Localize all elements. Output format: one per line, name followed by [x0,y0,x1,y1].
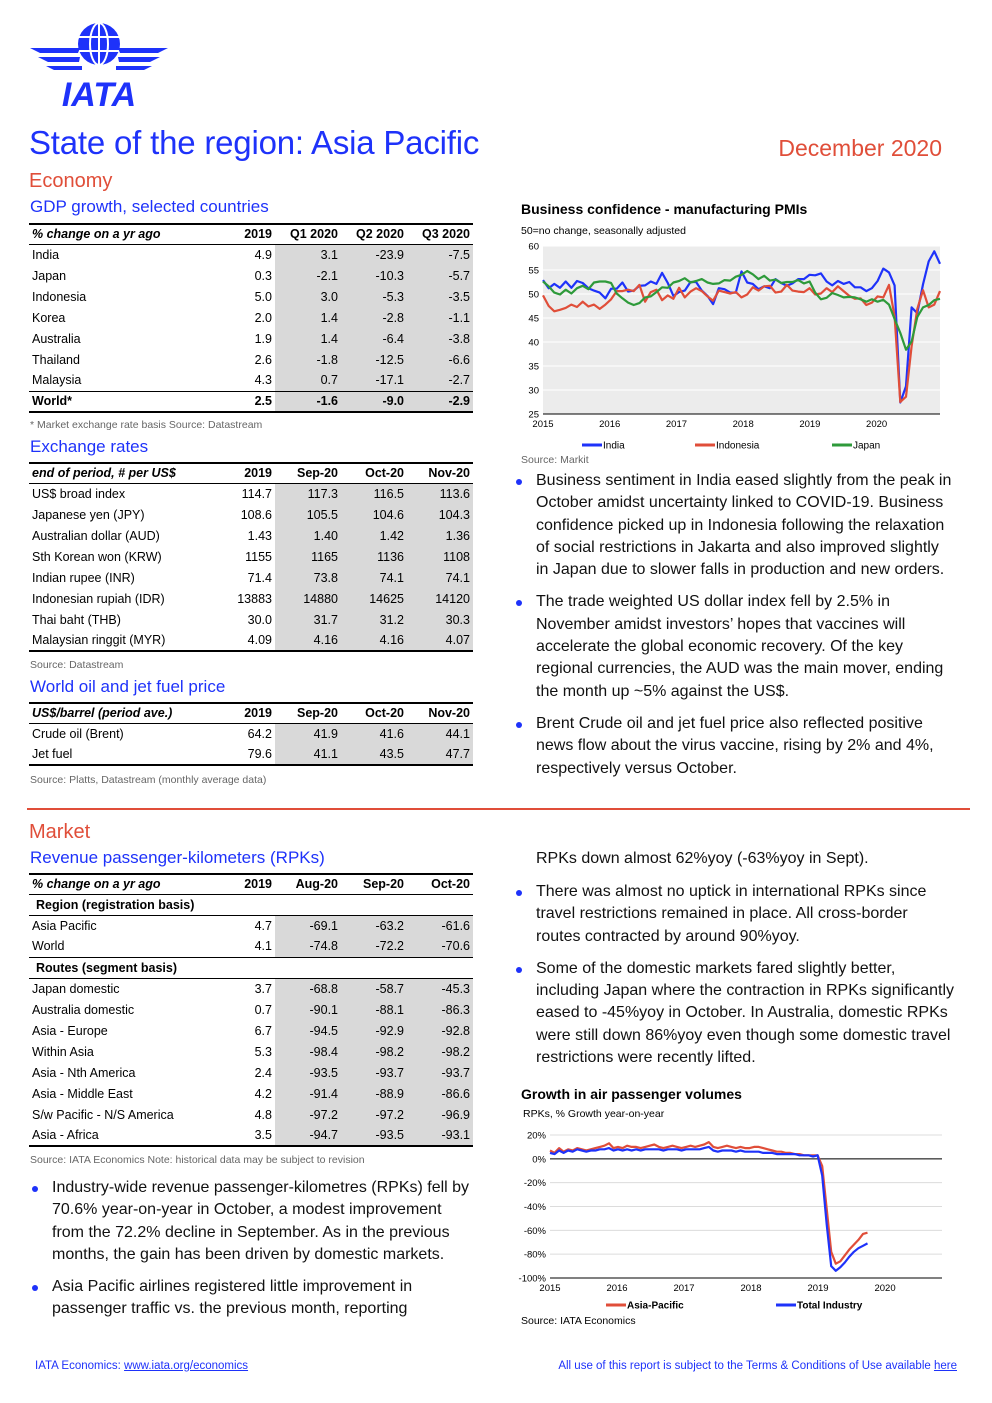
cell-value: 108.6 [240,507,272,522]
row-label: World [32,939,65,954]
table-row [29,244,473,265]
bullet-dot-icon [516,967,522,973]
bullet-dot-icon [516,600,522,606]
table-row [29,915,473,936]
footer-left [35,1360,248,1372]
row-label: US$ broad index [32,486,126,501]
cell-value: -94.5 [275,1020,341,1041]
row-label: Australia [32,331,81,346]
cell-value: 41.1 [275,744,341,765]
cell-value: 4.8 [254,1107,272,1122]
growth-chart [500,1124,960,1314]
row-label: Asia Pacific [32,918,97,933]
row-label: Thailand [32,352,80,367]
y-tick-label: -60% [523,1225,546,1237]
x-tick-label: 2017 [673,1283,695,1294]
cell-value: 41.6 [341,723,407,744]
row-label: Sth Korean won (KRW) [32,549,162,564]
fx-title: Exchange rates [30,437,149,456]
y-tick-label: 45 [528,313,539,325]
column-header: 2019 [234,463,275,483]
table-row [29,723,473,744]
y-tick-label: 40 [528,337,539,349]
row-label: Indonesia [32,289,87,304]
legend-label: Japan [853,440,881,452]
cell-value: -93.5 [275,1062,341,1083]
cell-value: 2.0 [254,310,272,325]
y-tick-label: 30 [528,385,539,397]
economy-bullets [514,470,954,790]
cell-value: -70.6 [407,936,473,957]
cell-value: 1.9 [254,331,272,346]
cell-value: 1.36 [407,525,473,546]
cell-value: -3.5 [407,286,473,307]
row-label: Indonesian rupiah (IDR) [32,591,165,606]
cell-value: 3.7 [254,981,272,996]
cell-value: -2.7 [407,370,473,391]
cell-value: -96.9 [407,1104,473,1125]
cell-value: 4.16 [275,630,341,651]
row-label: Malaysian ringgit (MYR) [29,630,234,651]
column-header: Aug-20 [275,874,341,894]
terms-link[interactable]: here [933,1360,957,1372]
cell-value: -5.3 [341,286,407,307]
column-header: Sep-20 [275,463,341,483]
cell-value: 64.2 [247,726,272,741]
cell-value: 117.3 [275,483,341,504]
iata-logo [28,18,170,110]
row-label: Asia - Middle East [32,1086,133,1101]
economy-heading: Economy [29,170,113,192]
section-row [29,894,473,915]
cell-value: -3.8 [407,328,473,349]
cell-value: -74.8 [275,936,341,957]
cell-value: 4.07 [407,630,473,651]
bullet-dot-icon [32,1186,38,1192]
cell-value: 71.4 [247,570,272,585]
column-header: Oct-20 [341,703,407,723]
gdp-note: * Market exchange rate basis Source: Datastream [30,419,263,431]
report-date: December 2020 [778,135,942,161]
cell-value: 1.4 [275,328,341,349]
cell-value: 1165 [275,546,341,567]
gdp-header-row [29,224,473,244]
y-tick-label: 25 [528,409,539,421]
cell-value: 4.16 [341,630,407,651]
market-left-bullets [30,1177,474,1331]
table-row [29,1104,473,1125]
y-tick-label: 0% [532,1154,546,1166]
y-tick-label: 60 [528,241,539,253]
bullet-item [514,881,954,948]
cell-value: 2.4 [254,1065,272,1080]
cell-value: 4.2 [254,1086,272,1101]
bullet-continuation: RPKs down almost 62%yoy (-63%yoy in Sept). [536,850,869,867]
cell-value: 41.9 [275,723,341,744]
cell-value: 14625 [341,588,407,609]
column-header: Sep-20 [341,874,407,894]
table-row [29,391,473,412]
x-tick-label: 2019 [807,1283,829,1294]
row-label: Thai baht (THB) [32,612,121,627]
row-label: Japanese yen (JPY) [32,507,145,522]
cell-value: 113.6 [407,483,473,504]
legend-label: Indonesia [716,440,760,452]
cell-value: -2.8 [341,307,407,328]
cell-value: 114.7 [241,486,272,501]
table-row [29,999,473,1020]
cell-value: -7.5 [407,244,473,265]
rpk-note: Source: IATA Economics Note: historical data may be subject to revision [30,1154,365,1166]
bullet-dot-icon [516,722,522,728]
pmi-chart-subtitle: 50=no change, seasonally adjusted [521,225,686,237]
cell-value: 30.3 [407,609,473,630]
market-right-bullets [514,881,954,1079]
bullet-item [30,1177,474,1266]
fx-table [29,462,473,652]
cell-value: 116.5 [341,483,407,504]
bullet-item [514,470,954,581]
cell-value: -93.1 [407,1125,473,1146]
cell-value: -94.7 [275,1125,341,1146]
cell-value: 0.7 [275,370,341,391]
cell-value: 0.7 [254,1002,272,1017]
row-label: Australia domestic [32,1002,135,1017]
rpk-table [29,873,473,1147]
cell-value: -45.3 [407,978,473,999]
cell-value: -2.9 [407,391,473,412]
cell-value: -69.1 [275,915,341,936]
cell-value: 13883 [237,591,272,606]
table-row [29,307,473,328]
x-tick-label: 2015 [532,419,554,430]
cell-value: 14120 [407,588,473,609]
logo-wordmark: IATA [61,76,137,110]
column-header: Nov-20 [407,463,473,483]
y-tick-label: 35 [528,361,539,373]
rpk-header-row [29,874,473,894]
section-divider [27,808,970,810]
table-row [29,1020,473,1041]
cell-value: -6.6 [407,349,473,370]
bullet-dot-icon [516,479,522,485]
bullet-dot-icon [516,890,522,896]
cell-value: 74.1 [341,567,407,588]
table-row [29,546,473,567]
cell-value: -98.4 [275,1041,341,1062]
cell-value: -92.8 [407,1020,473,1041]
cell-value: -90.1 [275,999,341,1020]
cell-value: 43.5 [341,744,407,765]
cell-value: 5.3 [254,1044,272,1059]
cell-value: 5.0 [254,289,272,304]
bullet-text: Industry-wide revenue passenger-kilometres (RPKs) fell by 70.6% year-on-year in October, a modest improvement from the 72.2% decline in September. As in the previous months, the gain has been driven by domestic markets. [52,1179,470,1263]
cell-value: -88.1 [341,999,407,1020]
table-row [29,328,473,349]
cell-value: 44.1 [407,723,473,744]
pmi-chart [500,236,960,454]
cell-value: -10.3 [341,265,407,286]
cell-value: 79.6 [235,744,275,765]
table-row [29,1041,473,1062]
bullet-text: Brent Crude oil and jet fuel price also reflected positive news flow about the virus vaccine, rising by 2% and 4%, respectively versus October. [536,714,934,777]
row-label: Crude oil (Brent) [32,726,124,741]
cell-value: -5.7 [407,265,473,286]
table-row [29,609,473,630]
column-header: Q3 2020 [407,224,473,244]
cell-value: -98.2 [407,1041,473,1062]
column-header: Sep-20 [275,703,341,723]
row-label: Asia - Africa [29,1125,235,1146]
x-tick-label: 2020 [866,419,888,430]
cell-value: 6.7 [254,1023,272,1038]
bullet-item [30,1276,474,1321]
cell-value: -92.9 [341,1020,407,1041]
cell-value: 14880 [275,588,341,609]
cell-value: 104.6 [341,504,407,525]
cell-value: 1.43 [247,528,272,543]
table-row [29,1125,473,1146]
legend-label: India [603,440,625,452]
column-header: % change on a yr ago [29,874,235,894]
cell-value: -68.8 [275,978,341,999]
cell-value: -72.2 [341,936,407,957]
x-tick-label: 2016 [606,1283,628,1294]
section-label: Routes (segment basis) [29,957,473,978]
section-label: Region (registration basis) [29,894,473,915]
row-label: World* [29,391,235,412]
cell-value: 30.0 [247,612,272,627]
bullet-text: Asia Pacific airlines registered little improvement in passenger traffic vs. the previous month, reporting [52,1278,413,1318]
cell-value: -1.8 [275,349,341,370]
oil-table [29,702,473,766]
growth-chart-subtitle: RPKs, % Growth year-on-year [523,1108,665,1120]
x-tick-label: 2015 [539,1283,561,1294]
legend-label: Total Industry [797,1300,863,1312]
cell-value: -91.4 [275,1083,341,1104]
row-label: Australian dollar (AUD) [32,528,160,543]
rpk-title: Revenue passenger-kilometers (RPKs) [30,848,325,867]
column-header: 2019 [235,224,275,244]
column-header: Oct-20 [341,463,407,483]
economics-link[interactable]: www.iata.org/economics [124,1360,249,1372]
cell-value: -1.6 [275,391,341,412]
cell-value: -93.5 [341,1125,407,1146]
bullet-text: There was almost no uptick in international RPKs since travel restrictions remained in place. All cross-border routes contracted by around 90%yoy. [536,883,927,945]
cell-value: -6.4 [341,328,407,349]
cell-value: 4.7 [254,918,272,933]
cell-value: 1136 [341,546,407,567]
table-row [29,588,473,609]
cell-value: 0.3 [254,268,272,283]
table-row [29,370,473,391]
cell-value: -98.2 [341,1041,407,1062]
bullet-item [514,713,954,780]
row-label: Asia - Europe [32,1023,108,1038]
table-row [29,1062,473,1083]
oil-note: Source: Platts, Datastream (monthly average data) [30,774,267,786]
column-header: Q1 2020 [275,224,341,244]
footer-label: IATA Economics: [35,1360,125,1372]
cell-value: 4.09 [234,630,275,651]
cell-value: -9.0 [341,391,407,412]
y-tick-label: -20% [523,1178,546,1190]
market-heading: Market [29,821,91,843]
cell-value: -1.1 [407,307,473,328]
cell-value: 47.7 [407,744,473,765]
terms-text: All use of this report is subject to the Terms & Conditions of Use available [558,1360,934,1372]
column-header: Nov-20 [407,703,473,723]
cell-value: 4.1 [254,939,272,954]
cell-value: -23.9 [341,244,407,265]
column-header: Oct-20 [407,874,473,894]
column-header: 2019 [235,874,275,894]
row-label: Jet fuel [29,744,235,765]
cell-value: 104.3 [407,504,473,525]
cell-value: -86.3 [407,999,473,1020]
bullet-dot-icon [32,1285,38,1291]
x-tick-label: 2017 [665,419,688,430]
cell-value: 4.9 [254,247,272,262]
row-label: Within Asia [32,1044,94,1059]
cell-value: -93.7 [407,1062,473,1083]
y-tick-label: 55 [528,265,539,277]
x-tick-label: 2019 [799,419,821,430]
cell-value: 4.3 [254,373,272,388]
row-label: Japan [32,268,67,283]
cell-value: 73.8 [275,567,341,588]
x-tick-label: 2018 [740,1283,762,1294]
table-row [29,349,473,370]
cell-value: -63.2 [341,915,407,936]
table-row [29,1083,473,1104]
cell-value: 31.2 [341,609,407,630]
table-row [29,744,473,765]
cell-value: -2.1 [275,265,341,286]
cell-value: -93.7 [341,1062,407,1083]
column-header: 2019 [235,703,275,723]
cell-value: 105.5 [275,504,341,525]
cell-value: -17.1 [341,370,407,391]
growth-chart-title: Growth in air passenger volumes [521,1086,742,1102]
table-row [29,525,473,546]
growth-source: Source: IATA Economics [521,1315,636,1327]
column-header: US$/barrel (period ave.) [29,703,235,723]
column-header: % change on a yr ago [29,224,235,244]
table-row [29,504,473,525]
y-tick-label: 50 [528,289,539,301]
column-header: Q2 2020 [341,224,407,244]
series-line-total-industry [550,1147,868,1271]
cell-value: 1.40 [275,525,341,546]
x-tick-label: 2020 [874,1283,896,1294]
bullet-item [514,591,954,702]
y-tick-label: -40% [523,1202,546,1213]
cell-value: 1.42 [341,525,407,546]
table-row [29,286,473,307]
cell-value: -88.9 [341,1083,407,1104]
cell-value: 31.7 [275,609,341,630]
gdp-table [29,223,473,413]
cell-value: 1108 [407,546,473,567]
row-label: Malaysia [32,373,82,388]
cell-value: 1.4 [275,307,341,328]
oil-title: World oil and jet fuel price [30,677,226,696]
column-header: end of period, # per US$ [29,463,234,483]
table-row [29,630,473,651]
cell-value: 74.1 [407,567,473,588]
table-row [29,978,473,999]
table-row [29,265,473,286]
pmi-chart-title: Business confidence - manufacturing PMIs [521,201,808,217]
table-row [29,483,473,504]
section-row [29,957,473,978]
row-label: India [32,247,60,262]
fx-note: Source: Datastream [30,659,124,671]
fx-header-row [29,463,473,483]
cell-value: 3.0 [275,286,341,307]
cell-value: -12.5 [341,349,407,370]
x-tick-label: 2016 [599,419,621,430]
cell-value: -86.6 [407,1083,473,1104]
cell-value: -97.2 [275,1104,341,1125]
row-label: S/w Pacific - N/S America [32,1107,174,1122]
cell-value: -97.2 [341,1104,407,1125]
bullet-text: Business sentiment in India eased slightly from the peak in October amidst uncertainty linked to COVID-19. Business confidence picked up in Indonesia following the relaxation of social restrictions in Jakarta and also improved slightly in Japan due to slower falls in production and new orders. [536,472,952,579]
row-label: Japan domestic [32,981,120,996]
row-label: Asia - Nth America [32,1065,136,1080]
cell-value: -58.7 [341,978,407,999]
globe-logo-icon [28,18,170,110]
bullet-text: Some of the domestic markets fared slightly better, including Japan where the contraction in RPKs significantly eased to -45%yoy in October. In Australia, domestic RPKs were still down 86%yoy even though some domestic travel restrictions were recently lifted. [536,959,955,1067]
pmi-source: Source: Markit [521,454,589,466]
row-label: Korea [32,310,66,325]
x-tick-label: 2018 [732,419,754,430]
y-tick-label: -80% [523,1249,546,1261]
legend-label: Asia-Pacific [627,1300,684,1312]
page-title: State of the region: Asia Pacific [29,124,480,161]
cell-value: 1155 [245,549,272,564]
cell-value: 3.1 [275,244,341,265]
cell-value: -61.6 [407,915,473,936]
cell-value: 3.5 [235,1125,275,1146]
oil-header-row [29,703,473,723]
footer-right [558,1360,957,1372]
gdp-title: GDP growth, selected countries [30,197,269,216]
y-tick-label: -100% [518,1273,546,1285]
cell-value: 2.6 [254,352,272,367]
bullet-text: The trade weighted US dollar index fell by 2.5% in November amidst investors’ hopes that vaccines will accelerate the global economic recovery. Of the key regional currencies, the AUD was the main mover, ending the month up ~5% against the US$. [536,593,944,700]
bullet-item [514,958,954,1069]
row-label: Indian rupee (INR) [32,570,135,585]
table-row [29,936,473,957]
table-row [29,567,473,588]
y-tick-label: 20% [526,1130,546,1142]
cell-value: 2.5 [235,391,275,412]
